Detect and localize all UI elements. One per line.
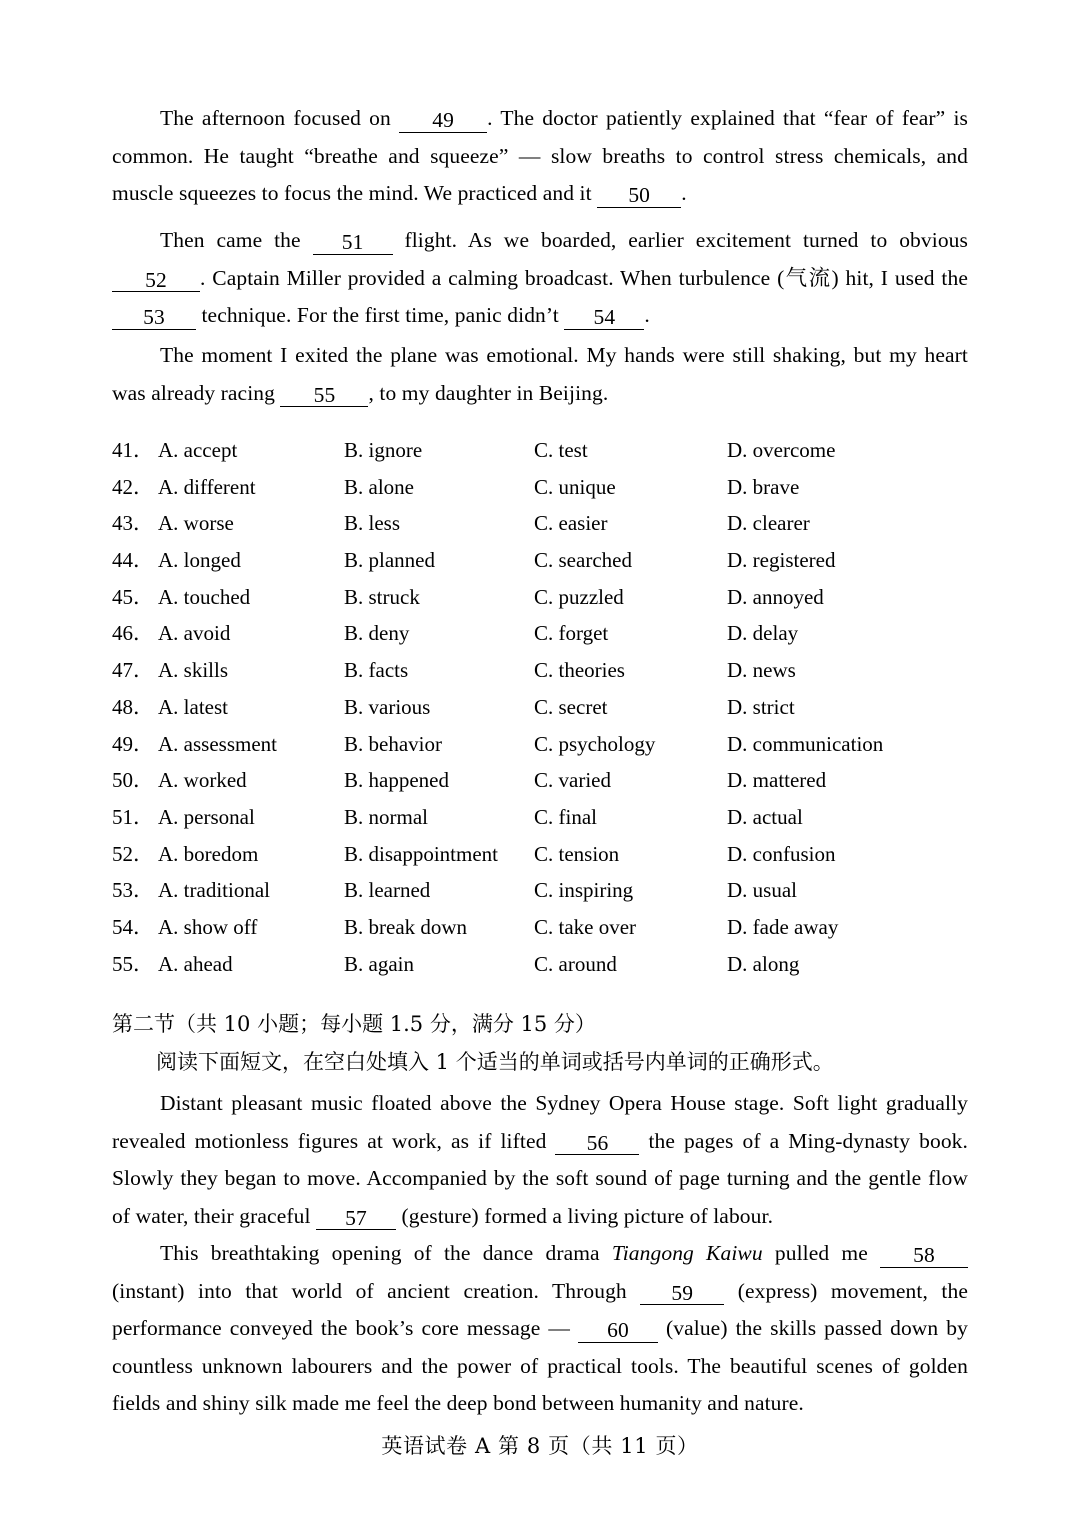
answer-blank-50[interactable]: 50 — [597, 184, 681, 208]
option-row — [112, 505, 968, 542]
question-number: 49． — [112, 731, 154, 756]
question-number: 46． — [112, 621, 154, 646]
option-choice-b[interactable]: B. normal — [344, 804, 428, 829]
answer-blank-53[interactable]: 53 — [112, 306, 196, 330]
option-choice-c[interactable]: C. psychology — [534, 731, 656, 756]
option-row — [112, 432, 968, 469]
option-row — [112, 726, 968, 763]
exam-page — [112, 0, 968, 1527]
question-number: 50． — [112, 768, 154, 793]
answer-blank-58[interactable]: 58 — [880, 1244, 968, 1268]
option-choice-b[interactable]: B. facts — [344, 658, 409, 683]
option-choice-c[interactable]: C. puzzled — [534, 584, 624, 609]
italic-title: Tiangong Kaiwu — [611, 1241, 763, 1265]
cloze-paragraph-1 — [112, 100, 968, 213]
question-number: 48． — [112, 694, 154, 719]
answer-blank-54[interactable]: 54 — [564, 306, 644, 330]
option-choice-c[interactable]: C. secret — [534, 694, 608, 719]
option-choice-d[interactable]: D. delay — [727, 621, 799, 646]
option-choice-d[interactable]: D. mattered — [727, 768, 827, 793]
option-choice-b[interactable]: B. alone — [344, 474, 414, 499]
option-row — [112, 836, 968, 873]
option-choice-a[interactable]: A. skills — [158, 658, 229, 683]
question-number: 51． — [112, 804, 154, 829]
option-choice-a[interactable]: A. longed — [158, 548, 241, 573]
option-choice-d[interactable]: D. annoyed — [727, 584, 824, 609]
option-row — [112, 615, 968, 652]
option-choice-b[interactable]: B. disappointment — [344, 841, 498, 866]
option-choice-c[interactable]: C. around — [534, 951, 617, 976]
option-choice-b[interactable]: B. deny — [344, 621, 410, 646]
option-choice-b[interactable]: B. ignore — [344, 438, 423, 462]
option-choice-a[interactable]: A. different — [158, 474, 256, 499]
option-choice-c[interactable]: C. theories — [534, 658, 625, 683]
section-two-paragraph-1 — [112, 1085, 968, 1235]
option-choice-c[interactable]: C. easier — [534, 511, 608, 536]
option-choice-c[interactable]: C. unique — [534, 474, 616, 499]
option-choice-d[interactable]: D. communication — [727, 731, 884, 756]
option-choice-a[interactable]: A. accept — [158, 438, 238, 462]
option-choice-a[interactable]: A. personal — [158, 804, 255, 829]
question-number: 45． — [112, 584, 154, 609]
option-choice-a[interactable]: A. avoid — [158, 621, 231, 646]
option-choice-b[interactable]: B. struck — [344, 584, 420, 609]
option-row — [112, 689, 968, 726]
option-choice-c[interactable]: C. take over — [534, 914, 637, 939]
option-choice-b[interactable]: B. learned — [344, 878, 431, 903]
option-choice-d[interactable]: D. brave — [727, 474, 800, 499]
question-number: 53． — [112, 878, 154, 903]
option-choice-c[interactable]: C. tension — [534, 841, 620, 866]
option-choice-d[interactable]: D. clearer — [727, 511, 810, 536]
answer-blank-59[interactable]: 59 — [640, 1282, 724, 1306]
option-choice-d[interactable]: D. strict — [727, 694, 795, 719]
multiple-choice-options — [112, 432, 968, 982]
option-choice-c[interactable]: C. inspiring — [534, 878, 634, 903]
paragraph-text: The afternoon focused on 49 . The doctor patiently explained that “fear of fear” is common. He taught “breathe and squeeze” — slow breaths to control stress chemicals, and muscle squeezes to focus the mind. We practiced and it 50 . — [112, 106, 969, 207]
option-choice-d[interactable]: D. along — [727, 951, 800, 976]
option-row — [112, 579, 968, 616]
option-row — [112, 762, 968, 799]
question-number: 54． — [112, 914, 154, 939]
option-row — [112, 909, 968, 946]
option-choice-a[interactable]: A. latest — [158, 694, 228, 719]
section-two-paragraph-2 — [112, 1235, 968, 1423]
option-choice-c[interactable]: C. searched — [534, 548, 632, 573]
answer-blank-51[interactable]: 51 — [313, 231, 393, 255]
option-choice-b[interactable]: B. happened — [344, 768, 449, 793]
answer-blank-56[interactable]: 56 — [555, 1132, 639, 1156]
option-row — [112, 652, 968, 689]
question-number: 44． — [112, 548, 154, 573]
option-choice-b[interactable]: B. break down — [344, 914, 468, 939]
option-choice-a[interactable]: A. assessment — [158, 731, 277, 756]
option-choice-a[interactable]: A. boredom — [158, 841, 259, 866]
option-row — [112, 799, 968, 836]
option-choice-a[interactable]: A. touched — [158, 584, 251, 609]
cloze-paragraph-2 — [112, 222, 968, 335]
option-choice-a[interactable]: A. ahead — [158, 951, 233, 976]
question-number: 52． — [112, 841, 154, 866]
option-choice-d[interactable]: D. news — [727, 658, 796, 683]
option-row — [112, 542, 968, 579]
option-choice-b[interactable]: B. behavior — [344, 731, 442, 756]
option-choice-a[interactable]: A. traditional — [158, 878, 270, 903]
option-choice-b[interactable]: B. again — [344, 951, 414, 976]
option-choice-d[interactable]: D. fade away — [727, 914, 839, 939]
option-choice-b[interactable]: B. various — [344, 694, 431, 719]
paragraph-text: Distant pleasant music floated above the Sydney Opera House stage. Soft light gradually revealed motionless figures at work, as if lifted 56 the pages of a Ming-dynasty book. Slowly they began to move. Accompanied by the soft sound of page turning and the gentle flow of water, their graceful 57 (gesture) formed a living picture of labour. — [112, 1091, 968, 1230]
option-row — [112, 946, 968, 983]
paragraph-text: This breathtaking opening of the dance drama Tiangong Kaiwu pulled me 58 (instant) into that world of ancient creation. Through 59 (express) movement, the performance conveyed the book’s core message — 60 (value) the skills passed down by countless unknown labourers and the power of practical tools. The beautiful scenes of golden fields and shiny silk made me feel the deep bond between humanity and nature. — [112, 1241, 968, 1415]
option-choice-d[interactable]: D. actual — [727, 804, 803, 829]
option-choice-a[interactable]: A. worse — [158, 511, 234, 536]
option-choice-d[interactable]: D. usual — [727, 878, 797, 903]
question-number: 47． — [112, 658, 154, 683]
option-row — [112, 469, 968, 506]
section-two-heading: 第二节（共 10 小题；每小题 1.5 分，满分 15 分） — [112, 1012, 596, 1036]
answer-blank-52[interactable]: 52 — [112, 269, 200, 293]
question-number: 43． — [112, 511, 154, 536]
option-choice-a[interactable]: A. worked — [158, 768, 247, 793]
paragraph-text: Then came the 51 flight. As we boarded, earlier excitement turned to obvious 52 . Captain Miller provided a calming broadcast. When turbulence (气流) hit, I used the 53 technique. For the first time, panic didn’t 54 . — [112, 222, 968, 335]
option-choice-d[interactable]: D. overcome — [727, 438, 836, 462]
cloze-paragraph-3 — [112, 337, 968, 412]
option-choice-c[interactable]: C. test — [534, 438, 588, 462]
answer-blank-49[interactable]: 49 — [399, 109, 487, 133]
option-choice-b[interactable]: B. planned — [344, 548, 435, 573]
question-number: 55． — [112, 951, 154, 976]
question-number: 42． — [112, 474, 154, 499]
answer-blank-57[interactable]: 57 — [316, 1207, 396, 1231]
option-choice-c[interactable]: C. varied — [534, 768, 611, 793]
paragraph-text: The moment I exited the plane was emotional. My hands were still shaking, but my heart was already racing 55 , to my daughter in Beijing. — [112, 343, 968, 407]
page-footer: 英语试卷 A 第 8 页（共 11 页） — [381, 1434, 699, 1458]
option-choice-a[interactable]: A. show off — [158, 914, 258, 939]
option-choice-d[interactable]: D. registered — [727, 548, 836, 573]
answer-blank-55[interactable]: 55 — [280, 384, 368, 408]
option-choice-c[interactable]: C. forget — [534, 621, 609, 646]
option-row — [112, 872, 968, 909]
answer-blank-60[interactable]: 60 — [578, 1319, 658, 1343]
option-choice-d[interactable]: D. confusion — [727, 841, 836, 866]
option-choice-c[interactable]: C. final — [534, 804, 597, 829]
question-number: 41． — [112, 438, 154, 462]
section-two-instruction: 阅读下面短文，在空白处填入 1 个适当的单词或括号内单词的正确形式。 — [156, 1050, 834, 1074]
option-choice-b[interactable]: B. less — [344, 511, 401, 536]
